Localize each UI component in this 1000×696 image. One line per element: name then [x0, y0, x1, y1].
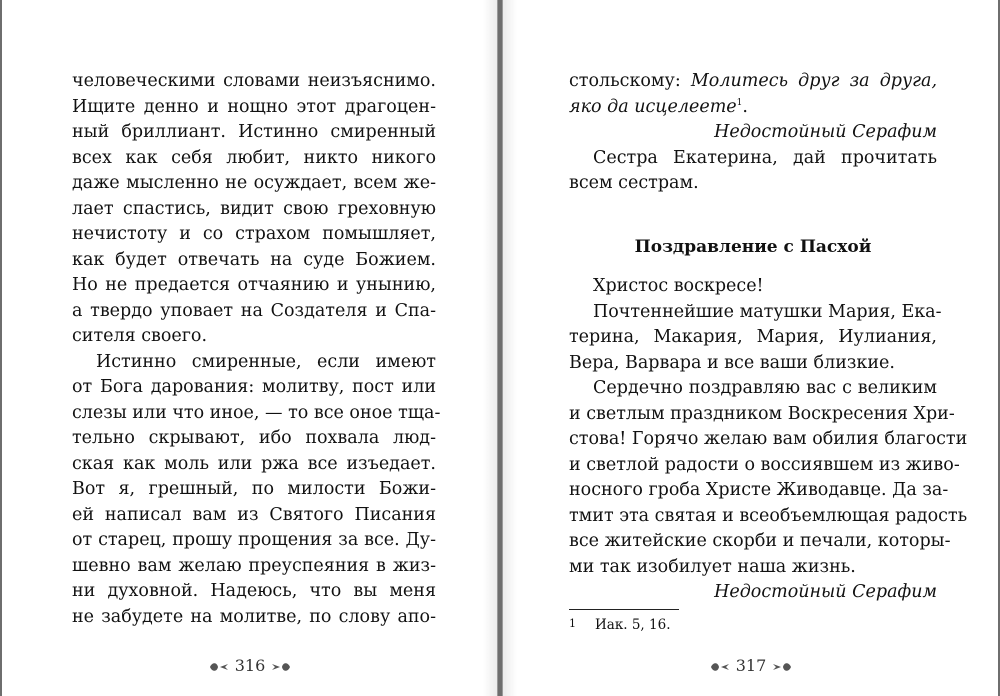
paragraph	[569, 376, 968, 580]
text-line: Почтеннейшие матушки Мария, Ека-	[593, 301, 942, 322]
right-page	[502, 0, 998, 696]
text-line: всех как себя любит, никто никого	[72, 147, 436, 168]
text-line: от Бога дарования: молитву, пост или	[72, 377, 436, 397]
text-line: тельно скрывают, ибо похвала люд-	[72, 428, 436, 448]
text-line: человеческими словами неизъяснимо.	[72, 71, 436, 91]
page-number: 317	[735, 656, 767, 675]
signature: Недостойный Серафим	[714, 122, 937, 142]
footnote-text: Иак. 5, 16.	[595, 617, 671, 633]
text-line: ей написал вам из Святого Писания	[72, 504, 436, 525]
quote-text: Молитесь друг за друга,	[690, 71, 938, 91]
text-line: не забудете на молитве, по слову апо-	[72, 606, 436, 627]
text-line: ный бриллиант. Истинно смиренный	[72, 122, 436, 142]
left-page	[2, 0, 498, 696]
section-heading: Поздравление с Пасхой	[634, 236, 872, 257]
signature: Недостойный Серафим	[714, 582, 937, 602]
text-line: от старец, прошу прощения за все. Ду-	[72, 530, 436, 550]
text-line	[569, 69, 937, 95]
text-line: шевно вам желаю преуспеяния в жиз-	[72, 555, 436, 576]
footnote	[569, 617, 937, 633]
text-line: все житейские скорби и печали, которы-	[569, 531, 951, 551]
text-line: тмит эта святая и всеобъемлющая радость	[569, 505, 968, 526]
text-line: и светлой радости о воссиявшем из живо-	[569, 454, 960, 475]
footnote-mark: 1	[736, 97, 743, 108]
paragraph	[72, 350, 441, 631]
text-line: и светлым праздником Воскресения Хри-	[569, 403, 955, 424]
text-line: Вера, Варвара и все ваши близкие.	[569, 352, 895, 373]
text-line: ми так изобилует наша жизнь.	[569, 556, 856, 577]
text-line: стова! Горячо желаю вам обилия благости	[569, 429, 968, 449]
text-line	[569, 95, 937, 121]
text-line: лает спастись, видит свою греховную	[72, 198, 436, 219]
right-page-text	[569, 69, 968, 606]
text-fragment: стольскому:	[569, 71, 691, 91]
text-line: нечистоту и со страхом помышляет,	[72, 224, 436, 244]
text-line: Сестра Екатерина, дай прочитать	[593, 147, 937, 168]
greeting: Христос воскресе!	[593, 276, 764, 296]
text-fragment: .	[742, 96, 748, 117]
text-line: Сердечно поздравляю вас с великим	[593, 378, 937, 398]
paragraph	[569, 300, 942, 377]
gutter-shadow	[483, 0, 497, 696]
text-line: сителя своего.	[72, 326, 208, 346]
ornament-icon	[270, 661, 292, 673]
text-line: даже мысленно не осуждает, всем же-	[72, 173, 436, 193]
page-number-left	[150, 656, 350, 675]
text-line: Вот я, грешный, по милости Божи-	[72, 479, 436, 499]
quote-text: яко да исцелеете	[569, 96, 737, 117]
paragraph	[72, 69, 436, 350]
paragraph	[569, 146, 937, 197]
text-line: носного гроба Христе Живодавце. Да за-	[569, 480, 949, 500]
text-line: Ищите денно и нощно этот драгоцен-	[72, 96, 436, 117]
text-line: всем сестрам.	[569, 173, 699, 193]
text-line: а твердо уповает на Создателя и Спа-	[72, 300, 436, 321]
ornament-icon	[709, 661, 731, 673]
footnote-number: 1	[569, 617, 576, 630]
ornament-icon	[208, 661, 230, 673]
page-number-right	[651, 656, 851, 675]
footnote-rule	[569, 609, 679, 610]
text-line: как будет отвечать на суде Божием.	[72, 249, 436, 270]
ornament-icon	[771, 661, 793, 673]
text-line: ни духовной. Надеюсь, что вы меня	[72, 581, 436, 601]
text-line: Но не предается отчаянию и унынию,	[72, 275, 436, 295]
text-line: Истинно смиренные, если имеют	[96, 351, 436, 372]
text-line: слезы или что иное, — то все оное тща-	[72, 402, 441, 423]
text-line: ская как моль или ржа все изъедает.	[72, 453, 436, 474]
left-page-text	[72, 69, 441, 630]
page-number: 316	[234, 656, 266, 675]
gutter-shadow	[503, 0, 517, 696]
text-line: терина, Макария, Мария, Иулиания,	[569, 327, 937, 347]
paragraph	[569, 69, 937, 120]
